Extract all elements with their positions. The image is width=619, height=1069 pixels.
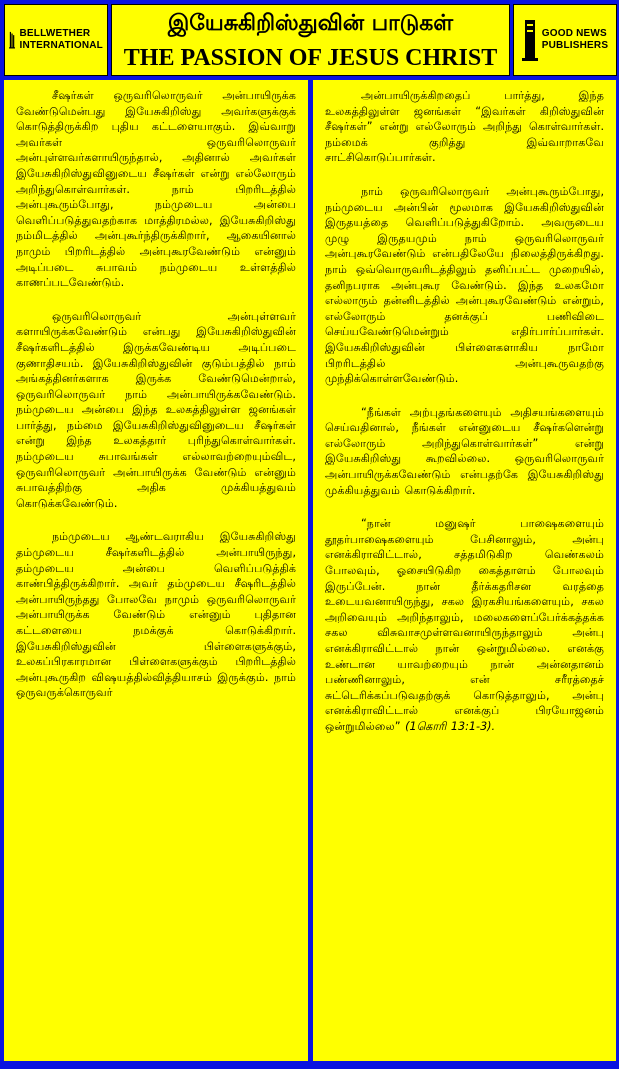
paragraph: நாம் ஒருவரிலொருவர் அன்புகூரும்போது, நம்முடைய அன்பின் மூலமாக இயேசுகிறிஸ்துவின் இருதயத்தை வெளிப்படுத்துகிறோம். அவருடைய முழு இருதயமும் நாம் ஒருவரிலொருவர் அன்புகூரவேண்டும் என்பதிலேயே நிலைத்திருக்கிறது. நாம் ஒவ்வொருவரிடத்திலும் தனிப்பட்ட முறையில், தனிநபராக அன்புகூர வேண்டும். இந்த உலகமோ எல்லாரும் தன்னிடத்தில் அன்புகூரவேண்டும் என்றும், எல்லோரும் தனக்குப் பணிவிடை செய்யவேண்டுமென்றும் எதிர்பார்ப்பார்கள். இயேசுகிறிஸ்துவின் பிள்ளைகளாகிய நாமோ பிறரிடத்தில் அன்புகூருவதற்கு முந்திக்கொள்ளவேண்டும். xyxy=(325,184,604,386)
paragraph: ஒருவரிலொருவர் அன்புள்ளவர் களாயிருக்கவேண்டும் என்பது இயேசுகிறிஸ்துவின் சீஷர்களிடத்தில் இருக்கவேண்டிய அடிப்படை குணாதிசயம். இயேசுகிறிஸ்துவின் குடும்பத்தில் நாம் அங்கத்தினர்களாக இருக்க வேண்டுமென்றால், ஒருவரிலொருவர் நாம் அன்பாயிருக்கவேண்டும். நம்முடைய அன்பை இந்த உலகத்திலுள்ள ஜனங்கள் பார்த்து, நம்மை இயேசுகிறிஸ்துவினுடைய சீஷர்கள் என்று இந்த உலகத்தார் புரிந்துகொள்வார்கள். நம்முடைய சுபாவங்கள் எல்லாவற்றையும்விட, ஒருவரிலொருவர் அன்பாயிருக்க வேண்டும் என்னும் சுபாவத்திற்கு அதிக முக்கியத்துவம் கொடுக்கவேண்டும். xyxy=(16,309,296,510)
right-column xyxy=(313,80,616,1061)
quote-text: “நான் மனுஷர் பாஷைகளையும் தூதர்பாஷைகளையும் பேசினாலும், அன்பு எனக்கிராவிட்டால், சத்தமிடுகிற வெண்கலம் போலவும், ஓசையிடுகிற கைத்தாளம் போலவும் இருப்பேன். நான் தீர்க்கதரிசன வரத்தை உடையவனாயிருந்து, சகல இரகசியங்களையும், சகல அறிவையும் அறிந்தாலும், மலைகளைப்பேர்க்கத்தக்க சகல விசுவாசமுள்ளவனாயிருந்தாலும் அன்பு எனக்கிராவிட்டால் நான் ஒன்றுமில்லை. எனக்கு உண்டான யாவற்றையும் நான் அன்னதானம் பண்ணினாலும், என் சரீரத்தைச் சுட்டெரிக்கப்படுவதற்குக் கொடுத்தாலும், அன்பு எனக்கிராவிட்டால் எனக்குப் பிரயோஜனம் ஒன்றுமில்லை” xyxy=(325,517,604,733)
left-column xyxy=(4,80,308,1061)
paragraph: சீஷர்கள் ஒருவரிலொருவர் அன்பாயிருக்க வேண்டுமென்பது இயேசுகிறிஸ்து அவர்களுக்குக் கொடுத்திருக்கிற புதிய கட்டளையாகும். இவ்வாறு அவர்கள் ஒருவரிலொருவர் அன்புள்ளவர்களாயிருந்தால், அதினால் அவர்கள் இயேசுகிறிஸ்துவினுடைய சீஷர்கள் என்று எல்லோரும் அறிந்துகொள்வார்கள். நாம் பிறரிடத்தில் அன்புகூரும்போது, நம்முடைய அன்பை வெளிப்படுத்துவதற்காக மாத்திரமல்ல, இயேசுகிறிஸ்து நம்மிடத்தில் அன்புகூர்ந்திருக்கிறார், ஆகையினால் நாமும் பிறரிடத்தில் அன்புகூரவேண்டும் என்னும் அடிப்படை சுபாவம் நம்முடைய உள்ளத்தில் காணப்படவேண்டும். xyxy=(16,89,296,290)
paragraph: நம்முடைய ஆண்டவராகிய இயேசுகிறிஸ்து தம்முடைய சீஷர்களிடத்தில் அன்பாயிருந்து, தம்முடைய அன்பை வெளிப்படுத்திக் காண்பித்திருக்கிறார். அவர் தம்முடைய சீஷரிடத்தில் அன்பாயிருந்தது போலவே நாமும் ஒருவரிலொருவர் அன்பாயிருக்க வேண்டும் என்னும் புதிதான கட்டளையை நமக்குக் கொடுக்கிறார். இயேசுகிறிஸ்துவின் பிள்ளைகளுக்கும், உலகப்பிரகாரமான பிள்ளைகளுக்கும் பிறரிடத்தில் அன்புகூருகிற விஷயத்தில்வித்தியாசம் இருக்கும். நாம் ஒருவருக்கொருவர் xyxy=(16,530,296,700)
paragraph: அன்பாயிருக்கிறதைப் பார்த்து, இந்த உலகத்திலுள்ள ஜனங்கள் “இவர்கள் கிறிஸ்துவின் சீஷர்கள்” என்று எல்லோரும் அறிந்து கொள்வார்கள். நம்மைக் குறித்து இவ்வாறாகவே சாட்சிகொடுப்பார்கள். xyxy=(325,89,604,165)
logo-line-1: GOOD NEWS xyxy=(541,28,607,39)
book-icon xyxy=(522,18,538,62)
bookshelf-icon xyxy=(9,18,15,62)
quote-paragraph xyxy=(325,516,604,734)
logo-line-2: PUBLISHERS xyxy=(541,40,609,51)
title-box xyxy=(111,4,510,76)
page-header xyxy=(2,2,617,78)
scripture-reference: (1கொரி 13:1-3). xyxy=(405,719,496,733)
logo-line-2: INTERNATIONAL xyxy=(19,40,103,51)
logo-line-1: BELLWETHER xyxy=(19,28,91,39)
english-title: THE PASSION OF JESUS CHRIST xyxy=(123,45,498,71)
tamil-title: இயேசுகிறிஸ்துவின் பாடுகள் xyxy=(167,11,454,36)
good-news-logo xyxy=(513,4,617,76)
paragraph: “நீங்கள் அற்புதங்களையும் அதிசயங்களையும் செய்வதினால், நீங்கள் என்னுடைய சீஷர்களென்று எல்லோரும் அறிந்துகொள்வார்கள்” என்று இயேசுகிறிஸ்து கூறவில்லை. ஒருவரிலொருவர் அன்பாயிருக்கவேண்டும் என்பதற்கே இயேசுகிறிஸ்து முக்கியத்துவம் கொடுக்கிறார். xyxy=(325,405,604,497)
bellwether-logo xyxy=(4,4,108,76)
